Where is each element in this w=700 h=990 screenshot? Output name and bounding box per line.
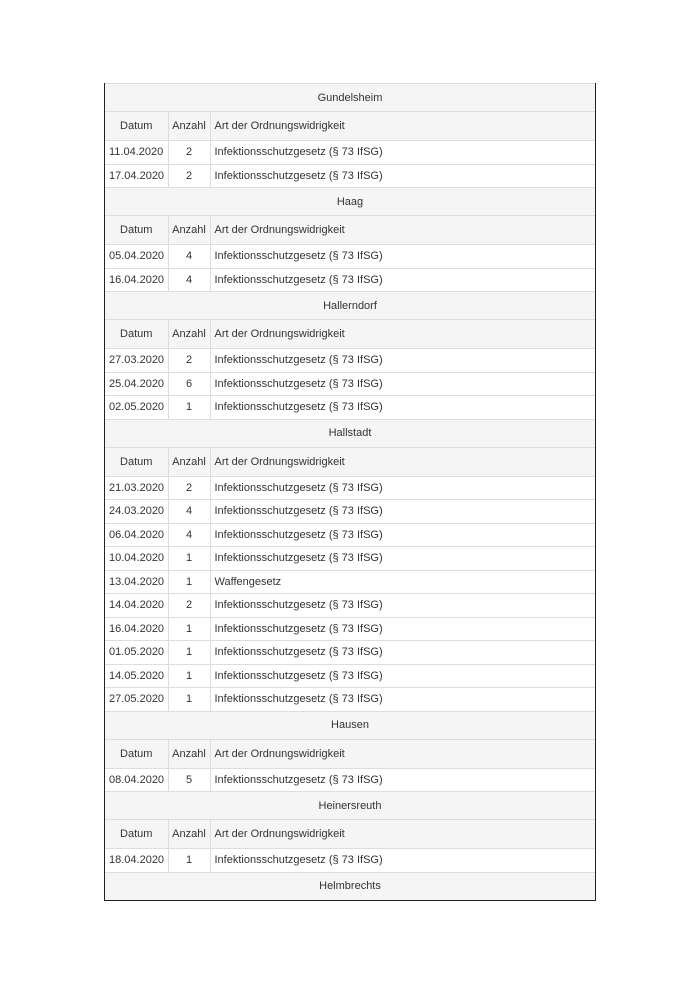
cell-count: 4: [168, 500, 210, 524]
cell-date: 11.04.2020: [105, 141, 168, 165]
cell-offense-type: Infektionsschutzgesetz (§ 73 IfSG): [210, 476, 595, 500]
town-header-row: [105, 792, 595, 820]
cell-count: 2: [168, 476, 210, 500]
offense-table: [105, 83, 595, 900]
cell-count: 4: [168, 245, 210, 269]
cell-offense-type: Infektionsschutzgesetz (§ 73 IfSG): [210, 768, 595, 792]
cell-count: 1: [168, 617, 210, 641]
table-row: [105, 523, 595, 547]
town-header-row: [105, 292, 595, 320]
column-header-count: Anzahl: [168, 216, 210, 245]
cell-date: 21.03.2020: [105, 476, 168, 500]
table-row: [105, 349, 595, 373]
table-row: [105, 164, 595, 188]
cell-date: 06.04.2020: [105, 523, 168, 547]
column-header-type: Art der Ordnungswidrigkeit: [210, 447, 595, 476]
column-header-date: Datum: [105, 320, 168, 349]
town-name: Hausen: [105, 711, 595, 739]
table-row: [105, 372, 595, 396]
column-header-date: Datum: [105, 820, 168, 849]
offense-table-page: [104, 83, 596, 901]
table-row: [105, 141, 595, 165]
cell-count: 1: [168, 688, 210, 712]
cell-date: 01.05.2020: [105, 641, 168, 665]
cell-count: 1: [168, 570, 210, 594]
table-row: [105, 768, 595, 792]
cell-count: 6: [168, 372, 210, 396]
cell-count: 2: [168, 349, 210, 373]
table-row: [105, 547, 595, 571]
town-name: Heinersreuth: [105, 792, 595, 820]
table-row: [105, 688, 595, 712]
cell-date: 24.03.2020: [105, 500, 168, 524]
column-header-row: [105, 112, 595, 141]
cell-date: 08.04.2020: [105, 768, 168, 792]
column-header-type: Art der Ordnungswidrigkeit: [210, 216, 595, 245]
town-header-row: [105, 872, 595, 900]
cell-offense-type: Infektionsschutzgesetz (§ 73 IfSG): [210, 641, 595, 665]
cell-offense-type: Infektionsschutzgesetz (§ 73 IfSG): [210, 849, 595, 873]
table-row: [105, 500, 595, 524]
table-row: [105, 849, 595, 873]
cell-offense-type: Infektionsschutzgesetz (§ 73 IfSG): [210, 547, 595, 571]
cell-offense-type: Infektionsschutzgesetz (§ 73 IfSG): [210, 164, 595, 188]
town-name: Gundelsheim: [105, 84, 595, 112]
cell-count: 4: [168, 523, 210, 547]
table-row: [105, 476, 595, 500]
cell-offense-type: Infektionsschutzgesetz (§ 73 IfSG): [210, 268, 595, 292]
cell-date: 02.05.2020: [105, 396, 168, 420]
cell-offense-type: Infektionsschutzgesetz (§ 73 IfSG): [210, 688, 595, 712]
table-row: [105, 570, 595, 594]
table-row: [105, 617, 595, 641]
table-row: [105, 594, 595, 618]
table-row: [105, 268, 595, 292]
column-header-type: Art der Ordnungswidrigkeit: [210, 112, 595, 141]
table-row: [105, 245, 595, 269]
town-name: Helmbrechts: [105, 872, 595, 900]
cell-offense-type: Infektionsschutzgesetz (§ 73 IfSG): [210, 500, 595, 524]
column-header-date: Datum: [105, 216, 168, 245]
cell-offense-type: Infektionsschutzgesetz (§ 73 IfSG): [210, 141, 595, 165]
cell-count: 1: [168, 396, 210, 420]
cell-count: 4: [168, 268, 210, 292]
column-header-row: [105, 739, 595, 768]
column-header-date: Datum: [105, 447, 168, 476]
cell-offense-type: Infektionsschutzgesetz (§ 73 IfSG): [210, 372, 595, 396]
column-header-count: Anzahl: [168, 447, 210, 476]
column-header-type: Art der Ordnungswidrigkeit: [210, 320, 595, 349]
town-name: Haag: [105, 188, 595, 216]
cell-offense-type: Infektionsschutzgesetz (§ 73 IfSG): [210, 664, 595, 688]
cell-offense-type: Infektionsschutzgesetz (§ 73 IfSG): [210, 523, 595, 547]
town-header-row: [105, 84, 595, 112]
town-header-row: [105, 711, 595, 739]
cell-count: 2: [168, 141, 210, 165]
cell-date: 18.04.2020: [105, 849, 168, 873]
column-header-row: [105, 216, 595, 245]
cell-offense-type: Infektionsschutzgesetz (§ 73 IfSG): [210, 349, 595, 373]
table-row: [105, 641, 595, 665]
column-header-count: Anzahl: [168, 739, 210, 768]
cell-date: 17.04.2020: [105, 164, 168, 188]
column-header-date: Datum: [105, 739, 168, 768]
cell-date: 16.04.2020: [105, 617, 168, 641]
cell-date: 27.05.2020: [105, 688, 168, 712]
cell-date: 27.03.2020: [105, 349, 168, 373]
cell-count: 2: [168, 594, 210, 618]
cell-count: 1: [168, 849, 210, 873]
cell-count: 1: [168, 547, 210, 571]
cell-count: 2: [168, 164, 210, 188]
cell-count: 5: [168, 768, 210, 792]
cell-date: 16.04.2020: [105, 268, 168, 292]
column-header-date: Datum: [105, 112, 168, 141]
cell-offense-type: Waffengesetz: [210, 570, 595, 594]
column-header-count: Anzahl: [168, 112, 210, 141]
table-row: [105, 664, 595, 688]
table-row: [105, 396, 595, 420]
cell-date: 14.04.2020: [105, 594, 168, 618]
cell-date: 13.04.2020: [105, 570, 168, 594]
town-header-row: [105, 419, 595, 447]
column-header-count: Anzahl: [168, 820, 210, 849]
column-header-row: [105, 320, 595, 349]
cell-date: 14.05.2020: [105, 664, 168, 688]
cell-offense-type: Infektionsschutzgesetz (§ 73 IfSG): [210, 617, 595, 641]
town-header-row: [105, 188, 595, 216]
column-header-count: Anzahl: [168, 320, 210, 349]
cell-date: 05.04.2020: [105, 245, 168, 269]
column-header-type: Art der Ordnungswidrigkeit: [210, 739, 595, 768]
column-header-type: Art der Ordnungswidrigkeit: [210, 820, 595, 849]
cell-offense-type: Infektionsschutzgesetz (§ 73 IfSG): [210, 594, 595, 618]
cell-offense-type: Infektionsschutzgesetz (§ 73 IfSG): [210, 245, 595, 269]
column-header-row: [105, 820, 595, 849]
cell-count: 1: [168, 664, 210, 688]
cell-date: 10.04.2020: [105, 547, 168, 571]
cell-offense-type: Infektionsschutzgesetz (§ 73 IfSG): [210, 396, 595, 420]
column-header-row: [105, 447, 595, 476]
cell-date: 25.04.2020: [105, 372, 168, 396]
town-name: Hallerndorf: [105, 292, 595, 320]
town-name: Hallstadt: [105, 419, 595, 447]
cell-count: 1: [168, 641, 210, 665]
